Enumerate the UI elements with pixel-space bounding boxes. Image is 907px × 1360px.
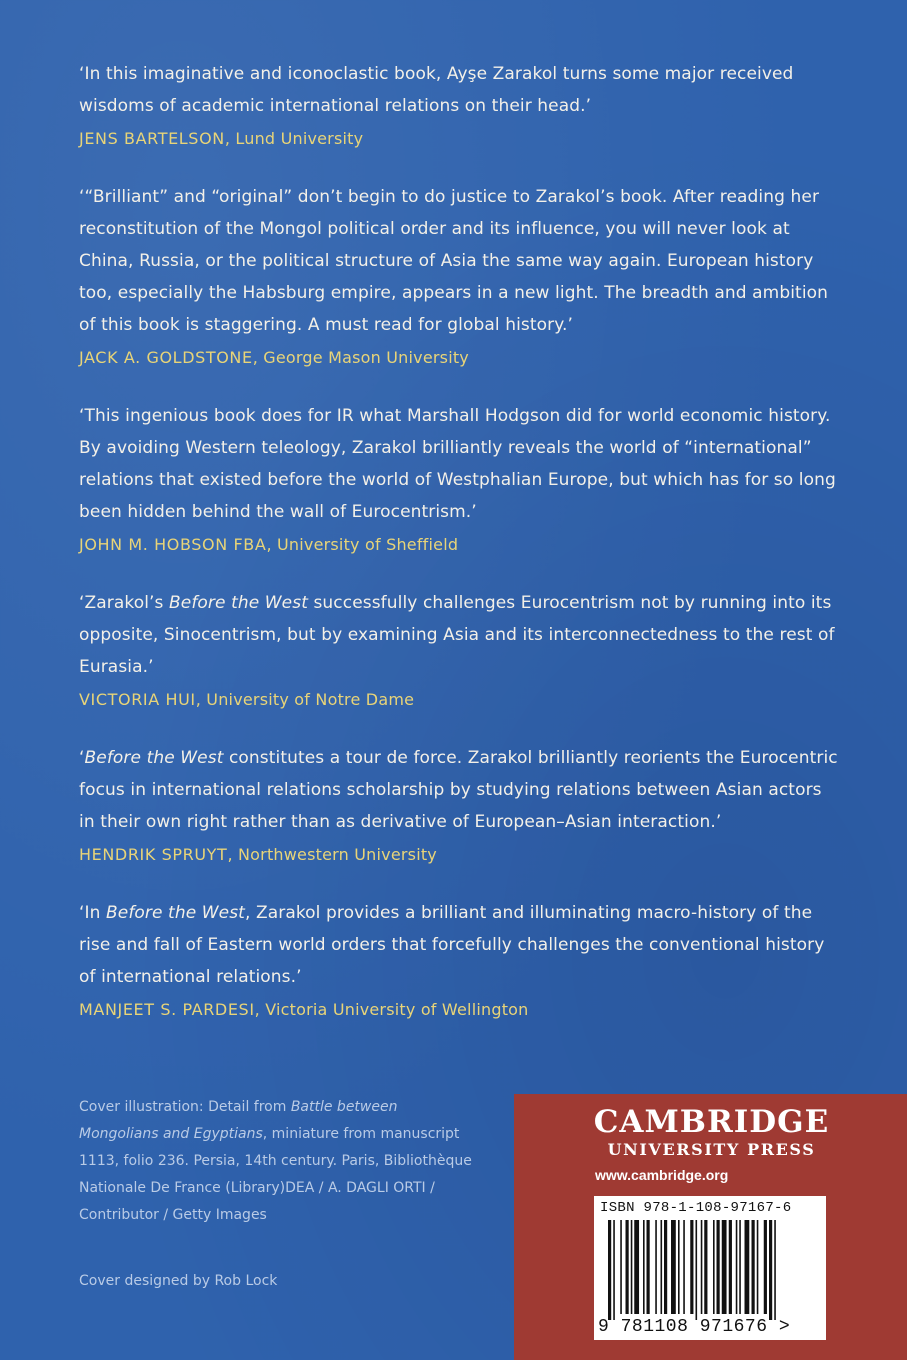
barcode-bar [664, 1220, 667, 1314]
isbn-label: ISBN 978-1-108-97167-6 [600, 1200, 792, 1216]
publisher-subtitle: UNIVERSITY PRESS [607, 1140, 816, 1159]
barcode-bar [608, 1220, 611, 1320]
barcode-bar [774, 1220, 776, 1320]
book-title: Before the West [169, 593, 308, 613]
endorsement-quote: ‘In this imaginative and iconoclastic book, Ayşe Zarakol turns some major received wisdoms of academic international relations on their head.’ [79, 64, 794, 116]
endorser-affiliation: , University of Notre Dame [195, 690, 415, 709]
endorser-name: HENDRIK SPRUYT [79, 845, 228, 864]
quote-text: ‘ [79, 748, 85, 768]
endorsement-pardesi [79, 897, 839, 1021]
endorsement-attribution [79, 844, 839, 866]
barcode-bar [769, 1220, 772, 1320]
credit-text-before: Cover illustration: Detail from [79, 1099, 291, 1115]
endorsement-attribution [79, 534, 839, 556]
endorsement-attribution [79, 128, 839, 150]
endorser-name: JOHN M. HOBSON FBA [79, 535, 267, 554]
barcode-bar [717, 1220, 720, 1314]
barcode-bar [678, 1220, 680, 1314]
barcode-bar [736, 1220, 738, 1314]
endorser-name: JENS BARTELSON [79, 129, 225, 148]
barcode-bar [752, 1220, 755, 1314]
book-title: Before the West [106, 903, 245, 923]
endorsement-attribution [79, 999, 839, 1021]
quote-text: , Zarakol provides a brilliant and illuminating macro-history of the rise and fall of Eastern world orders that forcefully challenges the conventional history of international relations.’ [79, 903, 825, 987]
barcode-bar [683, 1220, 685, 1314]
barcode-bar [613, 1220, 615, 1320]
endorser-affiliation: , Lund University [224, 129, 364, 148]
endorser-affiliation: , Victoria University of Wellington [254, 1000, 529, 1019]
credit-text [79, 1094, 479, 1229]
barcode-bar [634, 1220, 639, 1314]
endorser-name: JACK A. GOLDSTONE [79, 348, 253, 367]
barcode-bar [690, 1220, 693, 1314]
endorsement-quote [79, 897, 839, 993]
publisher-panel [514, 1094, 907, 1360]
endorsement-quote [79, 587, 839, 683]
barcode-bar [626, 1220, 629, 1314]
artwork-title: Battle between Mongolians and Egyptians [79, 1099, 398, 1142]
credit-text-after: , miniature from manuscript 1113, folio 236. Persia, 14th century. Paris, Bibliothèque Nationale De France (Library)DEA / A. DAGLI ORTI / Contributor / Getty Images [79, 1126, 472, 1223]
endorsement-attribution [79, 689, 839, 711]
barcode-bar [696, 1220, 698, 1320]
barcode-bar [643, 1220, 645, 1314]
endorser-affiliation: , George Mason University [252, 348, 469, 367]
barcode-bar [764, 1220, 767, 1314]
endorsement-quote: ‘“Brilliant” and “original” don’t begin to do justice to Zarakol’s book. After reading her reconstitution of the Mongol political order and its influence, you will never look at China, Russia, or the political structure of Asia the same way again. European history too, especially the Habsburg empire, appears in a new light. The breadth and ambition of this book is staggering. A must read for global history.’ [79, 187, 829, 335]
cover-designer-credit: Cover designed by Rob Lock [79, 1273, 278, 1289]
quote-text: constitutes a tour de force. Zarakol brilliantly reorients the Eurocentric focus in international relations scholarship by studying relations between Asian actors in their own right rather than as derivative of European–Asian interaction.’ [79, 748, 838, 832]
barcode-bar [647, 1220, 650, 1314]
endorsement-goldstone [79, 181, 839, 369]
barcode-bar [739, 1220, 741, 1314]
endorser-affiliation: , Northwestern University [227, 845, 437, 864]
endorsement-quote [79, 742, 839, 838]
endorsement-attribution [79, 347, 839, 369]
publisher-name: CAMBRIDGE [593, 1104, 830, 1140]
barcode-bar [757, 1220, 759, 1314]
endorser-name: MANJEET S. PARDESI [79, 1000, 255, 1019]
barcode-bar [701, 1220, 703, 1314]
endorser-name: VICTORIA HUI [79, 690, 196, 709]
endorser-affiliation: , University of Sheffield [266, 535, 459, 554]
barcode-bar [729, 1220, 732, 1314]
quote-text: successfully challenges Eurocentrism not by running into its opposite, Sinocentrism, but by examining Asia and its interconnectedness to the rest of Eurasia.’ [79, 593, 835, 677]
barcode-bar [704, 1220, 707, 1314]
quote-text: ‘In [79, 903, 106, 923]
book-title: Before the West [84, 748, 224, 768]
endorsement-bartelson [79, 58, 839, 150]
barcode-bar [631, 1220, 633, 1314]
barcode-bar [671, 1220, 676, 1314]
quote-text: ‘Zarakol’s [79, 593, 170, 613]
barcode-bars [608, 1220, 814, 1320]
endorsement-hobson [79, 400, 839, 556]
barcode-bar [661, 1220, 663, 1314]
cover-illustration-credit [79, 1094, 479, 1229]
barcode-bar [713, 1220, 715, 1314]
endorsement-spruyt [79, 742, 839, 866]
isbn-barcode [594, 1196, 826, 1340]
barcode-bar [620, 1220, 622, 1314]
endorsement-hui [79, 587, 839, 711]
publisher-website: www.cambridge.org [595, 1167, 729, 1183]
barcode-bar [722, 1220, 727, 1314]
endorsement-quote: ‘This ingenious book does for IR what Marshall Hodgson did for world economic history. By avoiding Western teleology, Zarakol brilliantly reveals the world of “international” relations that existed before the world of Westphalian Europe, but which has for so long been hidden behind the wall of Eurocentrism.’ [79, 406, 836, 522]
barcode-bar [655, 1220, 657, 1314]
endorsements [79, 58, 839, 1052]
barcode-bar [745, 1220, 750, 1314]
barcode-digits: 9 781108 971676 > [598, 1317, 791, 1337]
